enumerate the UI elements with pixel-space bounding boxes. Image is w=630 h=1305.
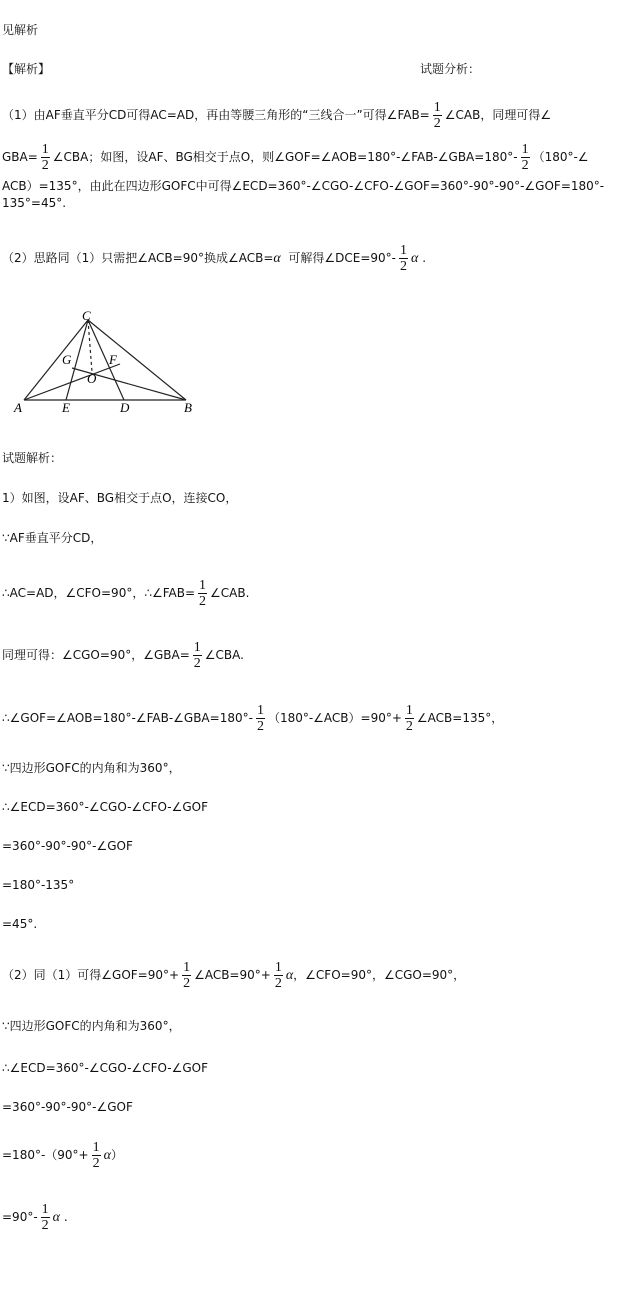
label-F: F <box>109 352 117 367</box>
solution-text: ∠CAB. <box>210 586 250 600</box>
label-O: O <box>87 371 97 386</box>
fraction-numerator: 1 <box>256 703 264 718</box>
solution-text: ∴∠GOF=∠AOB=180°-∠FAB-∠GBA=180°- <box>2 711 253 725</box>
analysis-line-4: 135°=45°. <box>2 196 67 210</box>
fraction-half <box>92 1140 101 1171</box>
solution-text: 同理可得：∠CGO=90°，∠GBA= <box>2 648 190 662</box>
alpha-symbol: α <box>285 968 294 983</box>
label-E: E <box>62 400 70 415</box>
solution-line: ∴∠ECD=360°-∠CGO-∠CFO-∠GOF <box>2 1061 208 1075</box>
fraction-numerator: 1 <box>41 1202 49 1217</box>
solution-line <box>2 640 244 671</box>
analysis-text: GBA= <box>2 150 38 164</box>
fraction-denominator: 2 <box>274 976 282 991</box>
solution-text: ∠CBA. <box>204 648 244 662</box>
fraction-denominator: 2 <box>199 594 207 609</box>
fraction-half <box>256 703 265 734</box>
fraction-numerator: 1 <box>400 243 408 258</box>
fraction-numerator: 1 <box>183 960 191 975</box>
solution-line: =360°-90°-90°-∠GOF <box>2 1100 133 1114</box>
solution-text: ∠ACB=90°+ <box>194 968 271 982</box>
solution-text: =180°-（90°+ <box>2 1148 89 1162</box>
fraction-half <box>399 243 408 274</box>
fraction-denominator: 2 <box>400 259 408 274</box>
alpha-symbol: α <box>103 1148 111 1163</box>
analysis-text: ∠CAB，同理可得∠ <box>444 108 552 122</box>
solution-line <box>2 1140 123 1171</box>
analysis-text: （2）思路同（1）只需把∠ACB=90°换成∠ACB= <box>2 251 274 265</box>
fraction-half <box>274 960 283 991</box>
label-B: B <box>184 400 192 415</box>
fraction-denominator: 2 <box>405 719 413 734</box>
fraction-half <box>41 142 50 173</box>
fraction-numerator: 1 <box>433 100 441 115</box>
fraction-denominator: 2 <box>433 116 441 131</box>
solution-line <box>2 960 465 991</box>
alpha-symbol: α <box>52 1210 61 1225</box>
solution-line: ∵四边形GOFC的内角和为360°， <box>2 761 181 775</box>
solution-line: =45°. <box>2 917 38 931</box>
alpha-symbol: α <box>411 251 419 266</box>
analysis-text: （1）由AF垂直平分CD可得AC=AD，再由等腰三角形的“三线合一”可得∠FAB= <box>2 108 430 122</box>
solution-line <box>2 703 503 734</box>
analysis-line-2 <box>2 142 589 173</box>
segment-CB <box>88 320 186 400</box>
solution-line <box>2 1202 68 1233</box>
solution-line: ∴∠ECD=360°-∠CGO-∠CFO-∠GOF <box>2 800 208 814</box>
fraction-denominator: 2 <box>193 656 201 671</box>
fraction-denominator: 2 <box>521 158 529 173</box>
label-D: D <box>120 400 130 415</box>
fraction-numerator: 1 <box>193 640 201 655</box>
solution-line: ∵AF垂直平分CD， <box>2 531 103 545</box>
fraction-denominator: 2 <box>183 976 191 991</box>
fraction-half <box>405 703 414 734</box>
see-solution-text: 见解析 <box>2 23 39 37</box>
fraction-denominator: 2 <box>41 158 49 173</box>
fraction-numerator: 1 <box>199 578 207 593</box>
solution-text: ） <box>110 1148 123 1162</box>
solution-text: . <box>63 1210 68 1224</box>
solution-line: =360°-90°-90°-∠GOF <box>2 839 133 853</box>
analysis-text: （180°-∠ <box>532 150 589 164</box>
solution-line: =180°-135° <box>2 878 75 892</box>
analysis-title: 试题分析： <box>420 62 481 76</box>
alpha-symbol: α <box>273 251 281 266</box>
solution-line: 1）如图，设AF、BG相交于点O，连接CO， <box>2 491 238 505</box>
fraction-numerator: 1 <box>92 1140 100 1155</box>
fraction-half <box>182 960 191 991</box>
label-A: A <box>14 400 22 415</box>
label-C: C <box>82 308 91 323</box>
analysis-text: 可解得∠DCE=90°- <box>288 251 397 265</box>
fraction-numerator: 1 <box>405 703 413 718</box>
fraction-numerator: 1 <box>274 960 282 975</box>
solution-text: =90°- <box>2 1210 38 1224</box>
fraction-denominator: 2 <box>256 719 264 734</box>
fraction-numerator: 1 <box>41 142 49 157</box>
fraction-half <box>198 578 207 609</box>
fraction-half <box>193 640 202 671</box>
fraction-denominator: 2 <box>41 1218 49 1233</box>
solution-text: ∴AC=AD，∠CFO=90°，∴∠FAB= <box>2 586 196 600</box>
triangle-figure <box>10 308 210 418</box>
segment-CD <box>88 320 124 400</box>
analysis-line-1 <box>2 100 551 131</box>
solution-title: 试题解析： <box>2 451 63 465</box>
solution-line <box>2 578 249 609</box>
analysis-text: ∠CBA；如图，设AF、BG相交于点O，则∠GOF=∠AOB=180°-∠FAB-∠GBA=180°- <box>52 150 518 164</box>
analysis-part-2 <box>2 243 426 274</box>
analysis-tag: 【解析】 <box>2 62 51 76</box>
fraction-half <box>41 1202 50 1233</box>
analysis-text: . <box>422 251 427 265</box>
fraction-numerator: 1 <box>521 142 529 157</box>
solution-text: ，∠CFO=90°，∠CGO=90°， <box>293 968 466 982</box>
solution-text: ∠ACB=135°， <box>416 711 504 725</box>
solution-text: （2）同（1）可得∠GOF=90°+ <box>2 968 180 982</box>
label-G: G <box>62 352 72 367</box>
fraction-denominator: 2 <box>92 1156 100 1171</box>
analysis-line-3: ACB）=135°，由此在四边形GOFC中可得∠ECD=360°-∠CGO-∠CFO-∠GOF=360°-90°-90°-∠GOF=180°- <box>2 179 605 193</box>
solution-line: ∵四边形GOFC的内角和为360°， <box>2 1019 181 1033</box>
solution-text: （180°-∠ACB）=90°+ <box>267 711 402 725</box>
fraction-half <box>433 100 442 131</box>
fraction-half <box>521 142 530 173</box>
